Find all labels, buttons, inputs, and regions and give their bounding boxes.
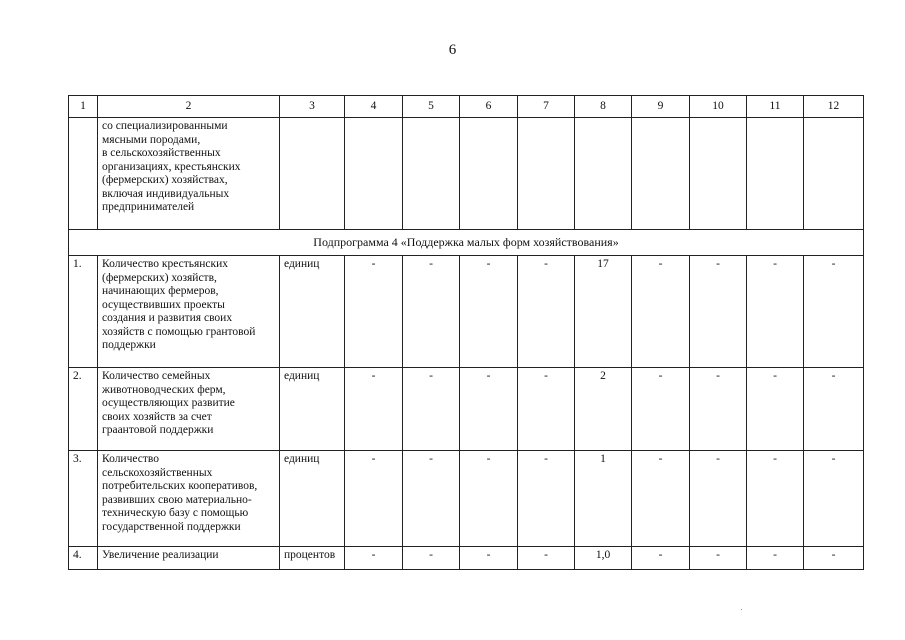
table-row bbox=[69, 451, 864, 547]
header-cell: 9 bbox=[632, 96, 690, 118]
value-cell: - bbox=[747, 368, 804, 451]
value-cell: - bbox=[460, 368, 518, 451]
row-number: 3. bbox=[69, 451, 98, 547]
table-row-continuation bbox=[69, 118, 864, 230]
value-cell: - bbox=[690, 451, 747, 547]
header-cell: 5 bbox=[403, 96, 460, 118]
value-cell: - bbox=[403, 256, 460, 368]
header-cell: 4 bbox=[345, 96, 403, 118]
unit-cell: единиц bbox=[280, 451, 345, 547]
value-cell: - bbox=[403, 451, 460, 547]
value-cell: - bbox=[460, 451, 518, 547]
value-cell: - bbox=[460, 547, 518, 570]
subprogram-header-row bbox=[69, 230, 864, 256]
page-number: 6 bbox=[448, 42, 457, 58]
header-cell: 6 bbox=[460, 96, 518, 118]
value-cell: - bbox=[518, 451, 575, 547]
value-cell: - bbox=[804, 451, 864, 547]
header-cell: 12 bbox=[804, 96, 864, 118]
value-cell: - bbox=[804, 368, 864, 451]
value-cell: - bbox=[460, 256, 518, 368]
value-cell: - bbox=[518, 256, 575, 368]
row-number: 4. bbox=[69, 547, 98, 570]
unit-cell: процентов bbox=[280, 547, 345, 570]
row-number: 1. bbox=[69, 256, 98, 368]
value-cell: - bbox=[632, 256, 690, 368]
indicator-name-cell: Количество семейных животноводческих ферм, осуществляющих развитие своих хозяйств за счет граантовой поддержки bbox=[98, 368, 280, 451]
header-cell: 1 bbox=[69, 96, 98, 118]
header-cell: 8 bbox=[575, 96, 632, 118]
value-cell: - bbox=[804, 547, 864, 570]
value-cell: - bbox=[804, 256, 864, 368]
header-cell: 11 bbox=[747, 96, 804, 118]
indicator-name-cell: Количество крестьянских (фермерских) хозяйств, начинающих фермеров, осуществивших проекты создания и развития своих хозяйств с помощью грантовой поддержки bbox=[98, 256, 280, 368]
value-cell: - bbox=[690, 256, 747, 368]
unit-cell: единиц bbox=[280, 368, 345, 451]
value-cell: - bbox=[518, 368, 575, 451]
value-cell: 17 bbox=[575, 256, 632, 368]
header-cell: 10 bbox=[690, 96, 747, 118]
header-cell: 2 bbox=[98, 96, 280, 118]
value-cell: - bbox=[632, 368, 690, 451]
value-cell: - bbox=[403, 368, 460, 451]
value-cell: - bbox=[690, 368, 747, 451]
indicator-name-cell: со специализированными мясными породами, в сельскохозяйственных организациях, крестьянских (фермерских) хозяйствах, включая индивидуальных предпринимателей bbox=[98, 118, 280, 230]
header-cell: 7 bbox=[518, 96, 575, 118]
value-cell: - bbox=[345, 368, 403, 451]
value-cell: - bbox=[345, 547, 403, 570]
value-cell: 1,0 bbox=[575, 547, 632, 570]
row-number: 2. bbox=[69, 368, 98, 451]
value-cell: - bbox=[747, 451, 804, 547]
value-cell: - bbox=[747, 256, 804, 368]
value-cell: 2 bbox=[575, 368, 632, 451]
table-row bbox=[69, 368, 864, 451]
value-cell: - bbox=[690, 547, 747, 570]
indicator-name-cell: Увеличение реализации bbox=[98, 547, 280, 570]
indicator-name-cell: Количество сельскохозяйственных потребительских кооперативов, развивших свою материально- техническую базу с помощью государственной поддержки bbox=[98, 451, 280, 547]
table-row bbox=[69, 256, 864, 368]
value-cell: - bbox=[632, 547, 690, 570]
value-cell: - bbox=[747, 547, 804, 570]
unit-cell: единиц bbox=[280, 256, 345, 368]
value-cell: 1 bbox=[575, 451, 632, 547]
value-cell: - bbox=[403, 547, 460, 570]
header-cell: 3 bbox=[280, 96, 345, 118]
value-cell: - bbox=[632, 451, 690, 547]
indicators-table bbox=[68, 95, 864, 570]
value-cell: - bbox=[518, 547, 575, 570]
table-row bbox=[69, 547, 864, 570]
subprogram-title: Подпрограмма 4 «Поддержка малых форм хозяйствования» bbox=[69, 230, 864, 256]
value-cell: - bbox=[345, 451, 403, 547]
value-cell: - bbox=[345, 256, 403, 368]
table-header-row bbox=[69, 96, 864, 118]
scan-speck bbox=[741, 609, 742, 610]
